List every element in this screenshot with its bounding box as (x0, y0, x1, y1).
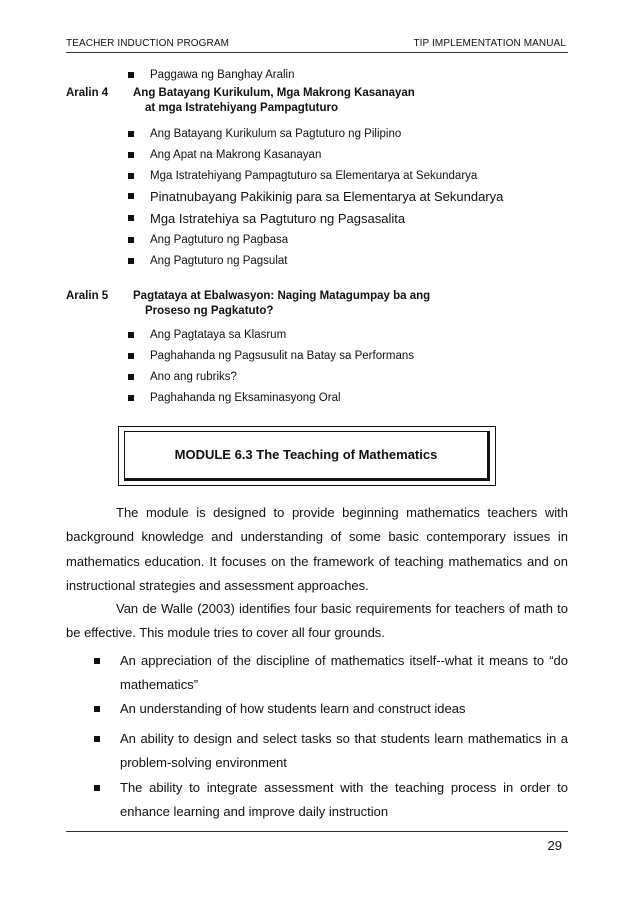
requirement-item: The ability to integrate assessment with the teaching process in order to enhance learning and improve daily instruction (94, 776, 568, 825)
aralin-title-line1: Ang Batayang Kurikulum, Mga Makrong Kasanayan (133, 87, 415, 99)
bullet-icon (128, 258, 134, 264)
aralin-title-line2: at mga Istratehiyang Pampagtuturo (145, 102, 338, 114)
aralin-title-line1: Pagtataya at Ebalwasyon: Naging Matagumpay ba ang (133, 290, 431, 302)
page-number: 29 (547, 838, 562, 853)
bullet-icon (128, 173, 134, 179)
document-page: TEACHER INDUCTION PROGRAM TIP IMPLEMENTATION MANUAL Paggawa ng Banghay Aralin Aralin 4 Ang Batayang Kurikulum, Mga Makrong Kasanayan at mga Istratehiyang Pampagtuturo Ang Batayang Kurikulum sa Pagtuturo ng Pilipino Ang Apat na Makrong Kasanayan Mga Istratehiyang Pampagtuturo sa Elementarya at Sekundarya Pinatnubayang Pakikinig para sa Elementarya at Sekundarya Mga Istratehiya sa Pagtuturo ng Pagsasalita Ang Pagtuturo ng Pagbasa Ang Pagtuturo ng Pagsulat Aralin 5 Pagtataya at Ebalwasyon: Naging Matagumpay ba ang Proseso ng Pagkatuto? Ang Pagtataya sa Klasrum Paghahanda ng Pagsusulit na Batay sa Performans Ano ang rubriks? Paghahanda ng Eksaminasyong Oral MODULE 6.3 The Teaching of Mathematics The module is designed to provide beginning mathematics teachers with background knowledge and understanding of some basic contemporary issues in mathematics education. It focuses on the framework of teaching mathematics and on instructional strategies and assessment approaches. Van de Walle (2003) identifies four basic requirements for teachers of math to be effective. This module tries to cover all four grounds. An appreciation of the discipline of mathematics itself--what it means to “do mathematics” An understanding of how students learn and construct ideas An ability to design and select tasks so that students learn mathematics in a problem-solving environment The ability to integrate assessment with the teaching process in order to enhance learning and improve daily instruction 29 (66, 38, 568, 853)
aralin-title-line2: Proseso ng Pagkatuto? (145, 305, 274, 317)
bullet-icon (128, 131, 134, 137)
intro-paragraph: The module is designed to provide beginning mathematics teachers with background knowledge and understanding of some basic contemporary issues in mathematics education. It focuses on the framework of teaching mathematics and on instructional strategies and assessment approaches. (66, 505, 568, 593)
bullet-icon (94, 736, 100, 742)
bullet-icon (128, 237, 134, 243)
header-manual-title: TIP IMPLEMENTATION MANUAL (413, 38, 566, 49)
bullet-icon (128, 72, 134, 78)
header-program-title: TEACHER INDUCTION PROGRAM (66, 38, 230, 49)
bullet-icon (128, 374, 134, 380)
bullet-icon (94, 658, 100, 664)
module-title: MODULE 6.3 The Teaching of Mathematics (174, 447, 438, 462)
footer-rule (66, 831, 568, 832)
bullet-icon (128, 395, 134, 401)
requirement-item: An appreciation of the discipline of mathematics itself--what it means to “do mathematics” (94, 649, 568, 698)
bullet-icon (128, 353, 134, 359)
requirement-item: An ability to design and select tasks so that students learn mathematics in a problem-solving environment (94, 727, 568, 776)
bullet-icon (94, 706, 100, 712)
running-header (66, 38, 566, 52)
module-box (124, 431, 490, 481)
bullet-icon (94, 785, 100, 791)
requirements-paragraph: Van de Walle (2003) identifies four basic requirements for teachers of math to be effective. This module tries to cover all four grounds. (66, 601, 568, 641)
header-rule (66, 52, 568, 53)
aralin-label: Aralin 5 (66, 290, 109, 302)
bullet-icon (128, 215, 134, 221)
requirement-item: An understanding of how students learn and construct ideas (94, 697, 568, 721)
bullet-icon (128, 193, 134, 199)
bullet-icon (128, 332, 134, 338)
aralin-label: Aralin 4 (66, 87, 109, 99)
bullet-icon (128, 152, 134, 158)
